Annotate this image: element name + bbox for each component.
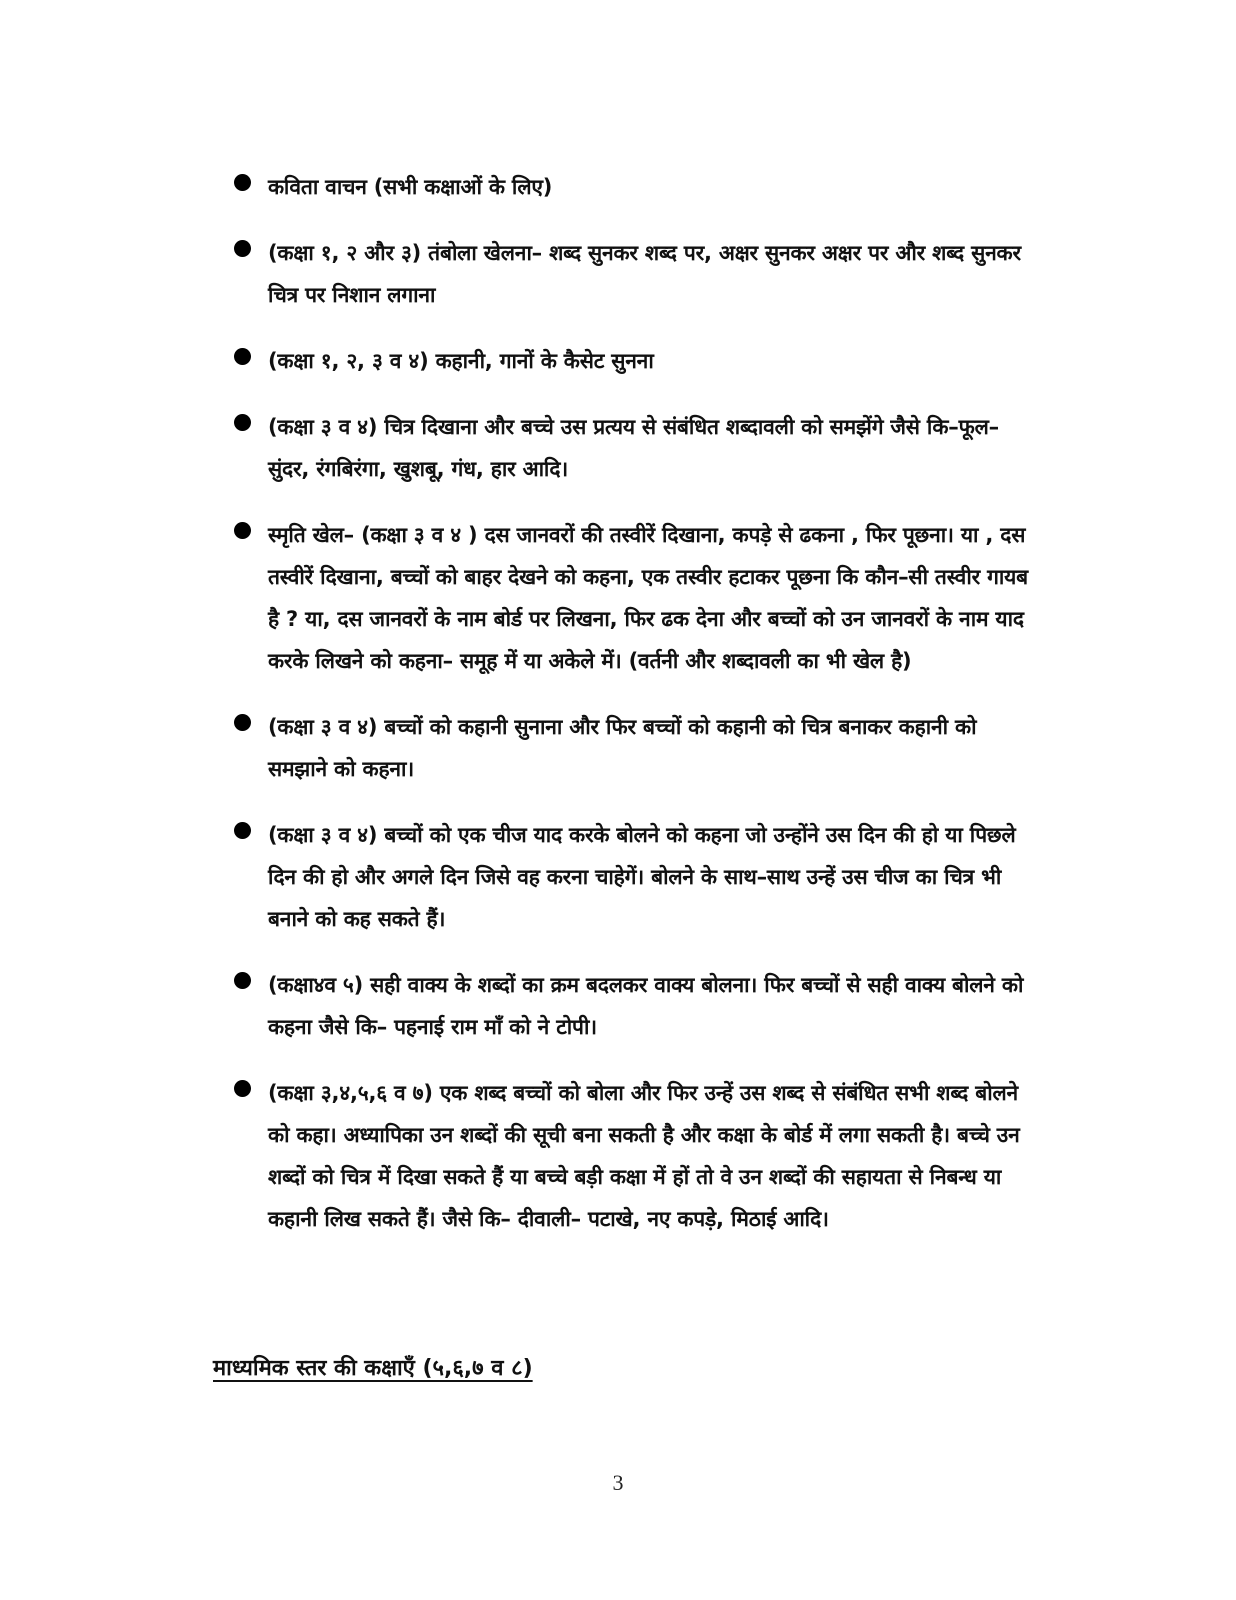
bullet-text: कविता वाचन (सभी कक्षाओं के लिए) (268, 175, 553, 199)
bullet-icon (234, 714, 251, 731)
bullet-text: (कक्षा ३ व ४) चित्र दिखाना और बच्चे उस प्रत्यय से संबंधित शब्दावली को समझेंगे जैसे कि–फूल– सुंदर, रंगबिरंगा, खुशबू, गंध, हार आदि। (268, 415, 999, 481)
bullet-icon (234, 822, 251, 839)
bullet-icon (234, 972, 251, 989)
page-number: 3 (612, 1470, 624, 1495)
list-item (232, 1072, 1032, 1240)
list-item (232, 406, 1032, 490)
bullet-text: (कक्षा १, २ और ३) तंबोला खेलना– शब्द सुनकर शब्द पर, अक्षर सुनकर अक्षर पर और शब्द सुनकर चित्र पर निशान लगाना (268, 241, 1021, 307)
bullet-text: स्मृति खेल– (कक्षा ३ व ४ ) दस जानवरों की तस्वीरें दिखाना, कपड़े से ढकना , फिर पूछना। या , दस तस्वीरें दिखाना, बच्चों को बाहर देखने को कहना, एक तस्वीर हटाकर पूछना कि कौन–सी तस्वीर गायब है ? या, दस जानवरों के नाम बोर्ड पर लिखना, फिर ढक देना और बच्चों को उन जानवरों के नाम याद करके लिखने को कहना– समूह में या अकेले में। (वर्तनी और शब्दावली का भी खेल है) (268, 523, 1028, 673)
bullet-icon (234, 522, 251, 539)
list-item (232, 514, 1032, 682)
list-item (232, 964, 1032, 1048)
bullet-text: (कक्षा ३ व ४) बच्चों को एक चीज याद करके बोलने को कहना जो उन्होंने उस दिन की हो या पिछले दिन की हो और अगले दिन जिसे वह करना चाहेगें। बोलने के साथ–साथ उन्हें उस चीज का चित्र भी बनाने को कह सकते हैं। (268, 823, 1016, 931)
list-item (232, 340, 1032, 382)
bullet-text: (कक्षा १, २, ३ व ४) कहानी, गानों के कैसेट सुनना (268, 349, 654, 373)
bullet-text: (कक्षा ३,४,५,६ व ७) एक शब्द बच्चों को बोला और फिर उन्हें उस शब्द से संबंधित सभी शब्द बोलने को कहा। अध्यापिका उन शब्दों की सूची बना सकती है और कक्षा के बोर्ड में लगा सकती है। बच्चे उन शब्दों को चित्र में दिखा सकते हैं या बच्चे बड़ी कक्षा में हों तो वे उन शब्दों की सहायता से निबन्ध या कहानी लिख सकते हैं। जैसे कि– दीवाली– पटाखे, नए कपड़े, मिठाई आदि। (268, 1081, 1020, 1231)
bullet-icon (234, 1080, 251, 1097)
list-item (232, 706, 1032, 790)
section-heading: माध्यमिक स्तर की कक्षाएँ (५,६,७ व ८) (213, 1356, 533, 1381)
bullet-text: (कक्षा४व ५) सही वाक्य के शब्दों का क्रम बदलकर वाक्य बोलना। फिर बच्चों से सही वाक्य बोलने को कहना जैसे कि– पहनाई राम माँ को ने टोपी। (268, 973, 1024, 1039)
bullet-icon (234, 348, 251, 365)
bullet-icon (234, 414, 251, 431)
list-item (232, 166, 1032, 208)
list-item (232, 232, 1032, 316)
activity-bullet-list (232, 166, 1032, 1264)
bullet-icon (234, 240, 251, 257)
list-item (232, 814, 1032, 940)
bullet-icon (234, 174, 251, 191)
bullet-text: (कक्षा ३ व ४) बच्चों को कहानी सुनाना और फिर बच्चों को कहानी को चित्र बनाकर कहानी को समझाने को कहना। (268, 715, 977, 781)
